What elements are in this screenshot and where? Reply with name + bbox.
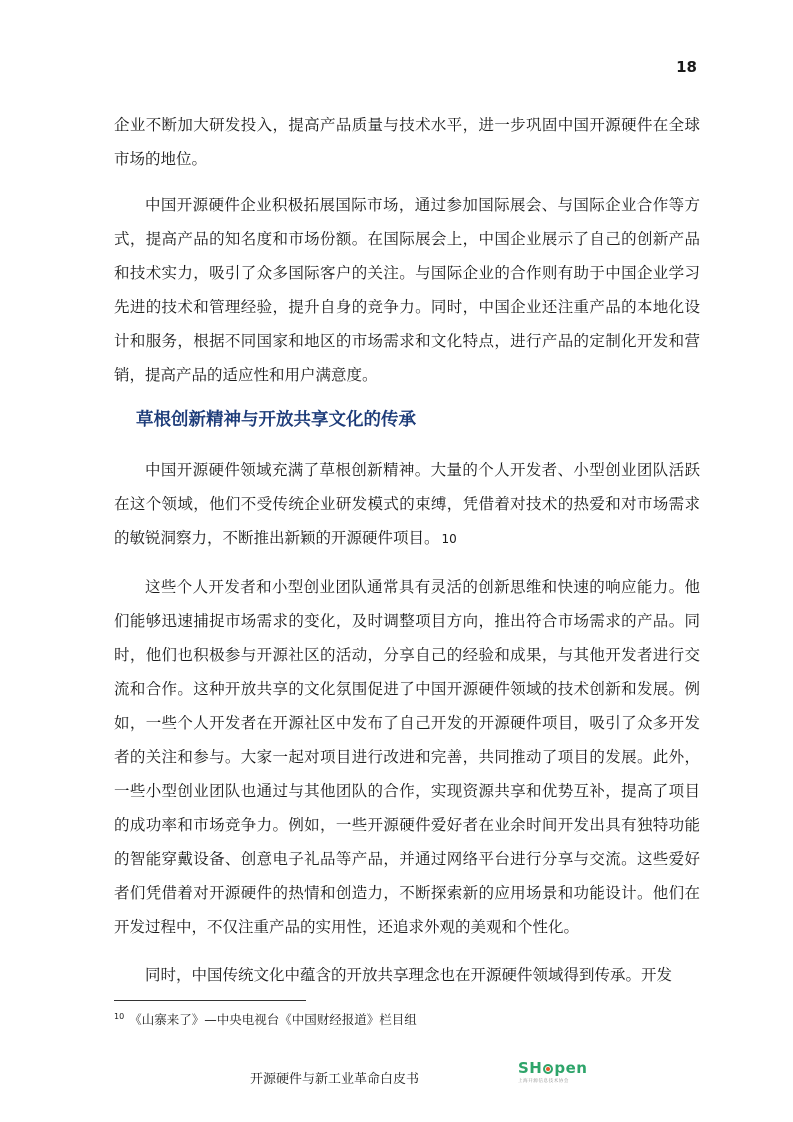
logo-text-left: SH bbox=[518, 1059, 543, 1077]
logo-text-right: pen bbox=[554, 1059, 588, 1077]
footnote-text: 《山寨来了》—中央电视台《中国财经报道》栏目组 bbox=[129, 1012, 417, 1027]
paragraph-text: 中国开源硬件领域充满了草根创新精神。大量的个人开发者、小型创业团队活跃在这个领域，他们不受传统企业研发模式的束缚，凭借着对技术的热爱和对市场需求的敏锐洞察力，不断推出新颖的开源硬件项目。 bbox=[114, 461, 700, 547]
section-heading: 草根创新精神与开放共享文化的传承 bbox=[136, 410, 416, 430]
paragraph bbox=[114, 453, 700, 556]
paragraph: 企业不断加大研发投入，提高产品质量与技术水平，进一步巩固中国开源硬件在全球市场的地位。 bbox=[114, 116, 700, 168]
logo-subtitle: 上海开源信息技术协会 bbox=[518, 1079, 569, 1084]
paragraph: 这些个人开发者和小型创业团队通常具有灵活的创新思维和快速的响应能力。他们能够迅速捕捉市场需求的变化，及时调整项目方向，推出符合市场需求的产品。同时，他们也积极参与开源社区的活动，分享自己的经验和成果，与其他开发者进行交流和合作。这种开放共享的文化氛围促进了中国开源硬件领域的技术创新和发展。例如，一些个人开发者在开源社区中发布了自己开发的开源硬件项目，吸引了众多开发者的关注和参与。大家一起对项目进行改进和完善，共同推动了项目的发展。此外，一些小型创业团队也通过与其他团队的合作，实现资源共享和优势互补，提高了项目的成功率和市场竞争力。例如，一些开源硬件爱好者在业余时间开发出具有独特功能的智能穿戴设备、创意电子礼品等产品，并通过网络平台进行分享与交流。这些爱好者们凭借着对开源硬件的热情和创造力，不断探索新的应用场景和功能设计。他们在开发过程中，不仅注重产品的实用性，还追求外观的美观和个性化。 bbox=[114, 578, 700, 936]
shopen-logo bbox=[518, 1061, 588, 1085]
footer-title: 开源硬件与新工业革命白皮书 bbox=[250, 1072, 420, 1087]
footnote-number: 10 bbox=[114, 1011, 125, 1021]
footnote bbox=[114, 1010, 417, 1028]
document-body bbox=[114, 108, 700, 1006]
footnote-reference[interactable]: 10 bbox=[441, 532, 457, 546]
paragraph: 中国开源硬件企业积极拓展国际市场，通过参加国际展会、与国际企业合作等方式，提高产品的知名度和市场份额。在国际展会上，中国企业展示了自己的创新产品和技术实力，吸引了众多国际客户的关注。与国际企业的合作则有助于中国企业学习先进的技术和管理经验，提升自身的竞争力。同时，中国企业还注重产品的本地化设计和服务，根据不同国家和地区的市场需求和文化特点，进行产品的定制化开发和营销，提高产品的适应性和用户满意度。 bbox=[114, 196, 700, 384]
logo-o-icon bbox=[543, 1064, 553, 1074]
page-number: 18 bbox=[676, 58, 697, 76]
paragraph: 同时，中国传统文化中蕴含的开放共享理念也在开源硬件领域得到传承。开发 bbox=[145, 966, 673, 984]
footnote-divider bbox=[114, 1000, 306, 1001]
logo-wordmark bbox=[518, 1061, 588, 1076]
